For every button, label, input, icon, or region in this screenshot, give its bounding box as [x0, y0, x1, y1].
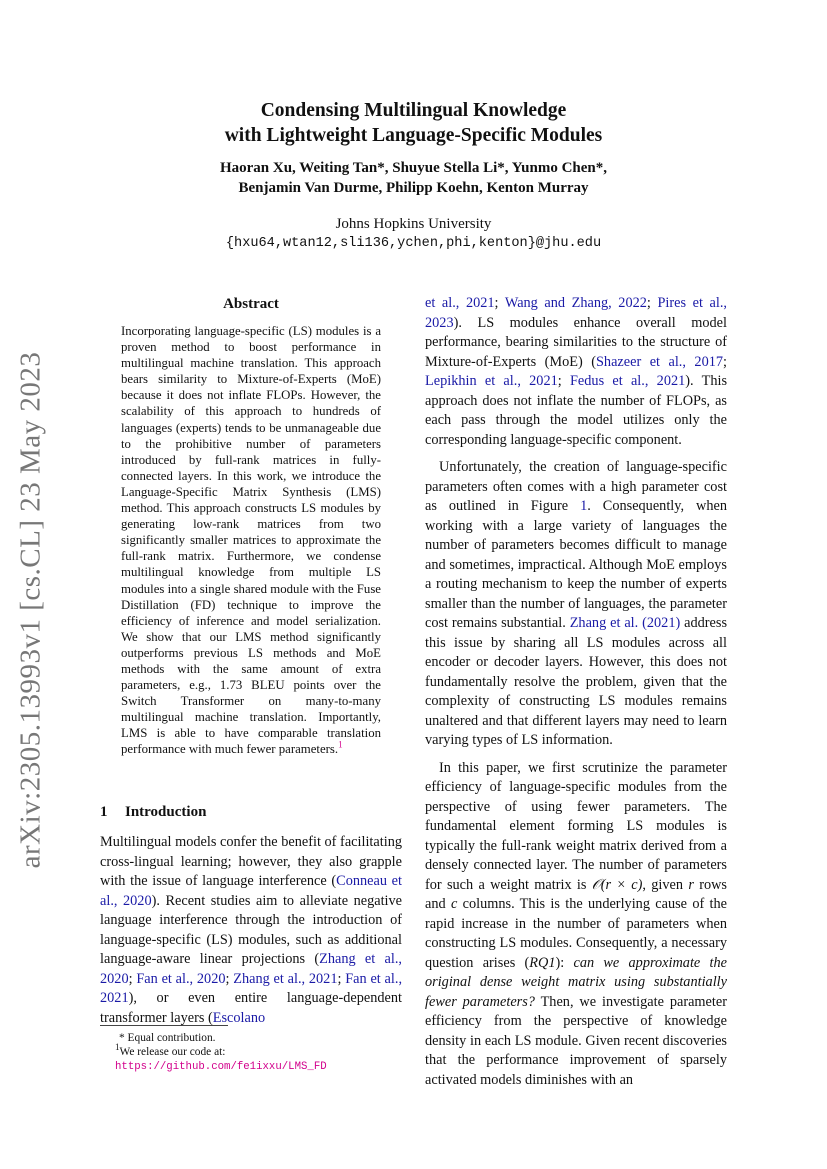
- code-url-link[interactable]: https://github.com/fe1ixxu/LMS_FD: [115, 1061, 327, 1073]
- citation-link[interactable]: Shazeer et al., 2017: [595, 353, 724, 370]
- title-line-1: Condensing Multilingual Knowledge: [260, 100, 567, 121]
- citation-link[interactable]: Escolano: [212, 1009, 266, 1026]
- footnote-code-release: $^1$We release our code at: https://github.com/fe1ixxu/LMS_FD: [115, 1042, 327, 1073]
- paper-title: [0, 98, 827, 148]
- citation-link[interactable]: Fedus et al., 2021: [569, 373, 686, 389]
- citation-link[interactable]: Pires et al., 2023: [425, 295, 728, 331]
- arxiv-id: arXiv:2305.13993v1 [cs.CL] 23 May 2023: [14, 351, 47, 869]
- abstract-heading: Abstract: [223, 296, 279, 312]
- title-line-2: with Lightweight Language-Specific Modules: [224, 125, 603, 146]
- abstract-text: [121, 323, 381, 758]
- citation-link[interactable]: Lepikhin et al., 2021: [425, 373, 558, 389]
- footnotes: [100, 1031, 405, 1074]
- citation-link[interactable]: Fan et al., 2020: [136, 970, 226, 987]
- footnote-ref[interactable]: 1: [338, 740, 343, 751]
- paragraph-1: et al., 2021; Wang and Zhang, 2022; Pires et al., 2023). LS modules enhance overall model performance, bearing similarities to the structure of Mixture-of-Experts (MoE) (Shazeer et al., 2017; Lepikhin et al., 2021; Fedus et al., 2021). This approach does not inflate the number of FLOPs, as each pass through the model utilizes only the corresponding language-specific component.: [425, 295, 728, 448]
- intro-paragraph: Multilingual models confer the benefit of facilitating cross-lingual learning; however, they also grapple with the issue of language interference (Conneau et al., 2020). Recent studies aim to alleviate negative language interference through the introduction of language-specific (LS) modules, such as additional language-aware linear projections (Zhang et al., 2020; Fan et al., 2020; Zhang et al., 2021; Fan et al., 2021), or even entire language-dependent transformer layers (Escolano: [100, 834, 403, 1026]
- citation-link[interactable]: Wang and Zhang, 2022: [504, 295, 647, 311]
- email: {hxu64,wtan12,sli136,ychen,phi,kenton}@jhu.edu: [225, 236, 602, 251]
- arxiv-sidebar: [8, 351, 54, 869]
- authors-line-1: Haoran Xu, Weiting Tan*, Shuyue Stella Li*, Yunmo Chen*,: [219, 160, 608, 176]
- section-heading: [100, 804, 206, 821]
- section-title: Introduction: [125, 804, 207, 820]
- citation-link[interactable]: Zhang et al. (2021): [569, 615, 681, 631]
- footnote-equal-contribution: * Equal contribution.: [119, 1032, 216, 1044]
- citation-link[interactable]: Zhang et al., 2021: [233, 970, 338, 987]
- research-question: can we approximate the original dense weight matrix using substantially fewer parameters?: [425, 954, 727, 1010]
- affiliation: Johns Hopkins University: [335, 216, 492, 232]
- section-number: 1: [100, 804, 108, 820]
- citation-link[interactable]: Fan et al., 2021: [100, 970, 403, 1006]
- research-question-label: RQ1: [529, 954, 556, 971]
- citation-link[interactable]: et al., 2021: [425, 295, 495, 311]
- authors: [0, 158, 827, 198]
- figure-ref-link[interactable]: 1: [580, 498, 588, 514]
- paragraph-3: In this paper, we first scrutinize the parameter efficiency of language-specific modules from the perspective of using fewer parameters. The fundamental element forming LS modules is typically the full-rank weight matrix derived from a densely connected layer. The number of parameters for such a weight matrix is 𝒪(r × c), given r rows and c columns. This is the underlying cause of the rapid increase in the number of parameters when constructing LS modules. Consequently, a necessary question arises (RQ1): can we approximate the original dense weight matrix using substantially fewer parameters? Then, we investigate parameter efficiency from the perspective of knowledge density in each LS module. Given recent discoveries that the performance improvement of sparsely activated models diminishes with an: [425, 759, 728, 1088]
- abstract-body: Incorporating language-specific (LS) modules is a proven method to boost performance in multilingual machine translation. This approach bears similarity to Mixture-of-Experts (MoE) because it does not inflate FLOPs. However, the scalability of this approach to hundreds of languages (experts) tends to be unmanageable due to the prohibitive number of parameters introduced by full-rank matrices in fully-connected layers. In this work, we introduce the Language-Specific Matrix Synthesis (LMS) method. This approach constructs LS modules by generating low-rank matrices from two significantly smaller matrices to approximate the full-rank matrix. Furthermore, we condense multilingual knowledge from multiple LS modules into a single shared module with the Fuse Distillation (FD) technique to improve the efficiency of inference and model serialization. We show that our LMS method significantly outperforms previous LS methods and MoE methods with the same amount of extra parameters, e.g., 1.73 BLEU points over the Switch Transformer on many-to-many multilingual machine translation. Importantly, LMS is able to have comparable translation performance with much fewer parameters.: [121, 324, 381, 757]
- citation-link[interactable]: Zhang et al., 2020: [100, 951, 402, 987]
- paragraph-2: Unfortunately, the creation of language-specific parameters often comes with a high parameter cost as outlined in Figure 1. Consequently, when working with a large variety of languages the number of parameters becomes difficult to manage and sometimes, impractical. Although MoE employs a routing mechanism to keep the number of experts smaller than the number of languages, the parameter cost remains substantial. Zhang et al. (2021) address this issue by sharing all LS modules across all encoder or decoder layers. However, this does not fundamentally resolve the problem, given that the complexity of constructing LS modules remains unaltered and that different layers may need to learn varying types of LS information.: [425, 459, 728, 748]
- authors-line-2: Benjamin Van Durme, Philipp Koehn, Kenton Murray: [238, 180, 589, 196]
- footnote-rule: [100, 1025, 228, 1026]
- math-complexity: 𝒪(r × c): [591, 876, 643, 893]
- right-column: [425, 294, 727, 1090]
- affiliation-block: [0, 214, 827, 254]
- citation-link[interactable]: Conneau et al., 2020: [100, 873, 403, 909]
